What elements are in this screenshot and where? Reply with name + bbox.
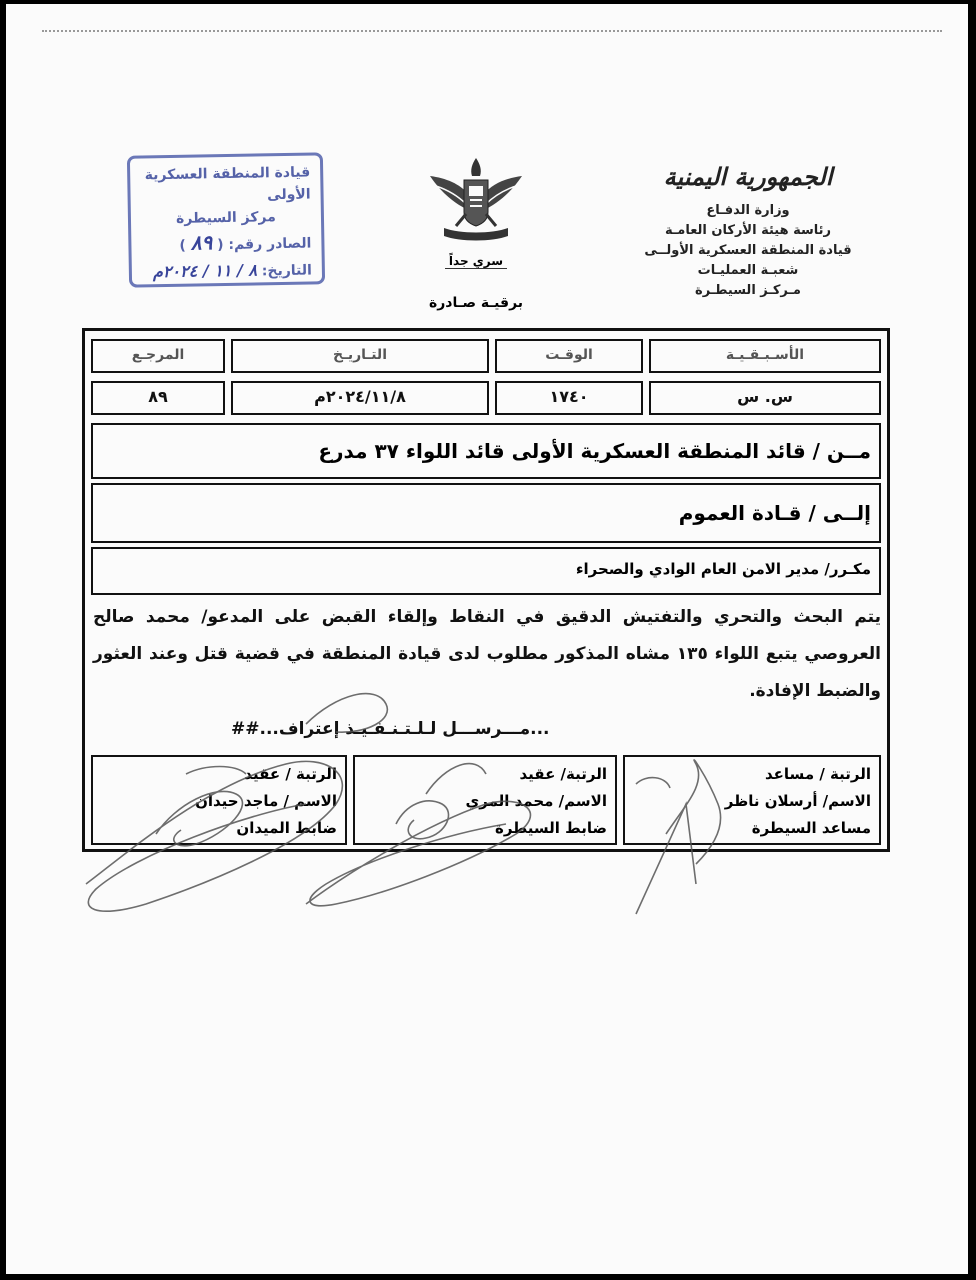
date-value: ٢٠٢٤/١١/٨م bbox=[231, 381, 489, 415]
ref-value: ٨٩ bbox=[91, 381, 225, 415]
priority-header: الأسـبـقـيـة bbox=[649, 339, 881, 373]
cc-field: مكـرر/ مدير الامن العام الوادي والصحراء bbox=[91, 547, 881, 595]
control-officer-rank: الرتبة/ عقيد bbox=[519, 765, 607, 783]
assistant-name: الاسم/ أرسلان ناظر bbox=[724, 792, 871, 810]
ref-header: المرجـع bbox=[91, 339, 225, 373]
control-officer-title: ضابط السيطرة bbox=[494, 819, 607, 837]
stamp-date-value: ٨ / ١١ / ٢٠٢٤م bbox=[152, 260, 258, 282]
time-value: ١٧٤٠ bbox=[495, 381, 643, 415]
letterhead bbox=[638, 162, 858, 301]
field-officer-rank: الرتبة / عقيد bbox=[244, 765, 337, 783]
assistant-rank: الرتبة / مساعد bbox=[765, 765, 871, 783]
signature-block-field-officer bbox=[91, 755, 347, 845]
time-header: الوقـت bbox=[495, 339, 643, 373]
control-officer-name: الاسم/ محمد المري bbox=[465, 792, 607, 810]
ministry-line: وزارة الدفـاع bbox=[706, 203, 790, 218]
stamp-center: مركز السيطرة bbox=[175, 209, 276, 227]
stamp-issued: الصادر رقم: ( ٨٩ ) bbox=[179, 230, 312, 255]
eagle-emblem-icon bbox=[426, 154, 526, 246]
document-page bbox=[6, 4, 968, 1274]
signature-block-control-officer bbox=[353, 755, 617, 845]
issue-stamp bbox=[127, 152, 325, 287]
from-field: مــن / قائد المنطقة العسكرية الأولى قائد اللواء ٣٧ مدرع bbox=[91, 423, 881, 479]
telegram-type: برقيـة صـادرة bbox=[428, 295, 524, 311]
stamp-date: التاريخ: ٨ / ١١ / ٢٠٢٤م bbox=[152, 260, 313, 282]
date-header: التـاريـخ bbox=[231, 339, 489, 373]
command-line: قيادة المنطقة العسكرية الأولــى bbox=[644, 243, 852, 258]
closing-line: ...مـــرســـل لـلـتـنـفـيـذ إعتراف...## bbox=[231, 719, 550, 739]
top-dotted-line bbox=[42, 30, 942, 32]
ops-line: شعبـة العمليـات bbox=[697, 263, 799, 278]
assistant-title: مساعد السيطرة bbox=[751, 819, 871, 837]
to-field: إلــى / قـادة العموم bbox=[91, 483, 881, 543]
classification-label: سري جداً bbox=[445, 254, 507, 269]
field-officer-title: ضابط الميدان bbox=[236, 819, 337, 837]
message-body: يتم البحث والتحري والتفتيش الدقيق في النقاط وإلقاء القبض على المدعو/ محمد صالح العروصي يتبع اللواء ١٣٥ مشاه المذكور مطلوب لدى قيادة المنطقة في قضية قتل وعند العثور والضبط الإفادة. bbox=[93, 607, 882, 701]
stamp-command: قيادة المنطقة العسكرية الأولى bbox=[144, 164, 311, 204]
republic-name: الجمهورية اليمنية bbox=[663, 162, 833, 191]
emblem-block bbox=[376, 154, 576, 311]
priority-value: س. س bbox=[649, 381, 881, 415]
stamp-issued-number: ٨٩ bbox=[190, 230, 213, 255]
staff-line: رئاسة هيئة الأركان العامـة bbox=[664, 223, 832, 238]
field-officer-name: الاسم / ماجد حيدان bbox=[195, 792, 337, 810]
telegram-form bbox=[82, 328, 890, 852]
signature-block-assistant bbox=[623, 755, 881, 845]
control-center-line: مـركـز السيطـرة bbox=[695, 283, 801, 298]
